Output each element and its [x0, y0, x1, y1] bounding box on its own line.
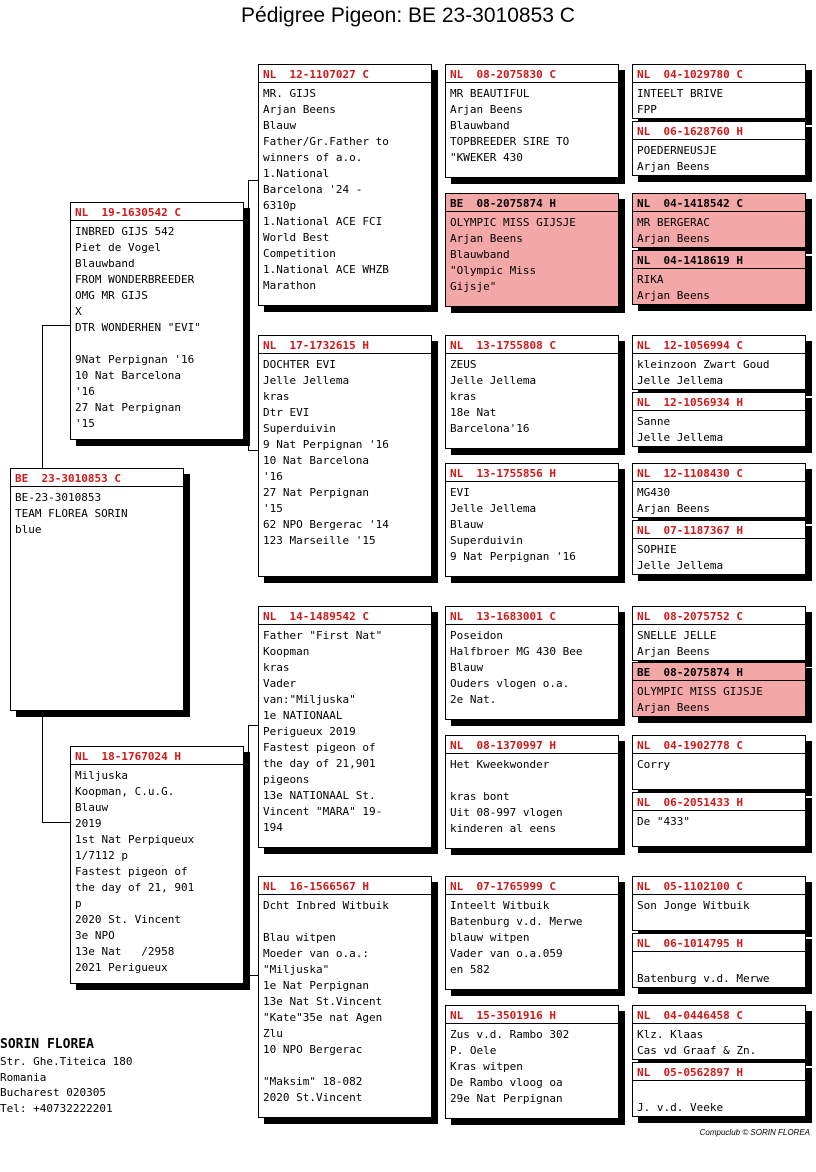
ring-number: NL 16-1566567 H [263, 880, 369, 893]
pigeon-details: kleinzoon Zwart Goud Jelle Jellema [637, 358, 770, 387]
pigeon-details: SNELLE JELLE Arjan Beens [637, 629, 717, 658]
connector-line [42, 822, 72, 823]
connector-line [248, 725, 258, 726]
pigeon-details: Dcht Inbred Witbuik Blau witpen Moeder van o.a.: "Miljuska" 1e Nat Perpignan 13e Nat St.Vincent "Kate"35e nat Agen Zlu 10 NPO Bergerac "Maksim" 18-082 2020 St.Vincent [263, 899, 389, 1104]
pigeon-details: BE-23-3010853 TEAM FLOREA SORIN blue [15, 491, 128, 536]
pigeon-details: INTEELT BRIVE FPP [637, 87, 724, 116]
great-grandparent-card [445, 335, 619, 449]
pigeon-details: EVI Jelle Jellema Blauw Superduivin 9 Nat Perpignan '16 [450, 486, 576, 563]
ancestor-card [632, 933, 806, 988]
ring-number: NL 13-1683001 C [450, 610, 556, 623]
great-grandparent-card [445, 876, 619, 990]
ring-number: NL 08-1370997 H [450, 739, 556, 752]
pigeon-details: INBRED GIJS 542 Piet de Vogel Blauwband FROM WONDERBREEDER OMG MR GIJS X DTR WONDERHEN "EVI" 9Nat Perpignan '16 10 Nat Barcelona '16 27 Nat Perpignan '15 [75, 225, 201, 430]
ancestor-card [632, 735, 806, 790]
ring-number: NL 15-3501916 H [450, 1009, 556, 1022]
pigeon-details: Sanne Jelle Jellema [637, 415, 724, 444]
pigeon-details: Father "First Nat" Koopman kras Vader van:"Miljuska" 1e NATIONAAL Perigueux 2019 Fastest pigeon of the day of 21,901 pigeons 13e NATIONAAL St. Vincent "MARA" 19- 194 [263, 629, 383, 834]
connector-line [624, 765, 625, 822]
ring-number: BE 08-2075874 H [637, 666, 743, 679]
ring-number: BE 08-2075874 H [450, 197, 556, 210]
owner-street: Str. Ghe.Titeica 180 [0, 1055, 133, 1068]
grandparent-card [258, 606, 432, 848]
pigeon-details: Son Jonge Witbuik [637, 899, 750, 912]
great-grandparent-card-highlighted [445, 193, 619, 307]
ring-number: NL 13-1755808 C [450, 339, 556, 352]
pigeon-details: OLYMPIC MISS GIJSJE Arjan Beens [637, 685, 763, 714]
great-grandparent-card [445, 463, 619, 577]
connector-line [248, 975, 258, 976]
ring-number: NL 08-2075830 C [450, 68, 556, 81]
connector-line [436, 662, 437, 785]
great-grandparent-card [445, 1005, 619, 1119]
owner-phone: Tel: +40732222201 [0, 1101, 113, 1115]
connector-line [42, 712, 43, 822]
connector-line [624, 493, 625, 550]
ring-number: NL 14-1489542 C [263, 610, 369, 623]
pigeon-details: DOCHTER EVI Jelle Jellema kras Dtr EVI Superduivin 9 Nat Perpignan '16 10 Nat Barcelona '16 27 Nat Perpignan '15 62 NPO Bergerac '14 123 Marseille '15 [263, 358, 389, 547]
father-card [70, 202, 244, 440]
great-grandparent-card [445, 735, 619, 849]
great-grandparent-card [445, 64, 619, 178]
pigeon-details: SOPHIE Jelle Jellema [637, 543, 724, 572]
connector-line [248, 450, 258, 451]
pigeon-details: RIKA Arjan Beens [637, 273, 710, 302]
grandparent-card [258, 876, 432, 1118]
pigeon-details: J. v.d. Veeke [637, 1101, 724, 1114]
ring-number: NL 06-1628760 H [637, 125, 743, 138]
ring-number: NL 04-1418542 C [637, 197, 743, 210]
ring-number: NL 13-1755856 H [450, 467, 556, 480]
connector-line [42, 325, 72, 326]
connector-line [248, 180, 258, 181]
pigeon-details: Zus v.d. Rambo 302 P. Oele Kras witpen De Rambo vloog oa 29e Nat Perpignan [450, 1028, 570, 1105]
ring-number: NL 04-0446458 C [637, 1009, 743, 1022]
grandparent-card [258, 64, 432, 306]
pigeon-details: Inteelt Witbuik Batenburg v.d. Merwe blauw witpen Vader van o.a.059 en 582 [450, 899, 583, 976]
connector-line [624, 96, 625, 151]
ring-number: NL 12-1107027 C [263, 68, 369, 81]
ring-number: NL 12-1056994 C [637, 339, 743, 352]
connector-line [436, 394, 437, 519]
pigeon-details: Poseidon Halfbroer MG 430 Bee Blauw Ouders vlogen o.a. 2e Nat. [450, 629, 583, 706]
pigeon-details: POEDERNEUSJE Arjan Beens [637, 144, 717, 173]
great-grandparent-card [445, 606, 619, 720]
pigeon-details: MG430 Arjan Beens [637, 486, 710, 515]
connector-line [624, 1035, 625, 1092]
ancestor-card [632, 64, 806, 119]
ancestor-card [632, 335, 806, 390]
pigeon-details: MR. GIJS Arjan Beens Blauw Father/Gr.Father to winners of a.o. 1.National Barcelona '24 - 6310p 1.National ACE FCI World Best Competition 1.National ACE WHZB Marathon [263, 87, 389, 292]
connector-line [248, 725, 249, 975]
ring-number: NL 06-1014795 H [637, 937, 743, 950]
pigeon-details: Batenburg v.d. Merwe [637, 972, 770, 985]
page-title: Pédigree Pigeon: BE 23-3010853 C [241, 4, 575, 27]
pigeon-details: Het Kweekwonder kras bont Uit 08-997 vlogen kinderen al eens [450, 758, 563, 835]
ancestor-card [632, 121, 806, 176]
ring-number: NL 06-2051433 H [637, 796, 743, 809]
mother-card [70, 746, 244, 984]
ring-number: NL 05-1102100 C [637, 880, 743, 893]
connector-line [436, 930, 437, 1055]
pigeon-details: Klz. Klaas Cas vd Graaf & Zn. [637, 1028, 757, 1057]
ring-number: BE 23-3010853 C [15, 472, 121, 485]
pigeon-details: Miljuska Koopman, C.u.G. Blauw 2019 1st Nat Perpiqueux 1/7112 p Fastest pigeon of the day of 21, 901 p 2020 St. Vincent 3e NPO 13e Nat /2958 2021 Perigueux [75, 769, 195, 974]
ancestor-card [632, 606, 806, 661]
ancestor-card [632, 463, 806, 518]
ring-number: NL 17-1732615 H [263, 339, 369, 352]
ancestor-card-highlighted [632, 193, 806, 248]
ring-number: NL 04-1418619 H [637, 254, 743, 267]
connector-line [624, 636, 625, 692]
pigeon-details: Corry [637, 758, 671, 771]
ring-number: NL 05-0562897 H [637, 1066, 743, 1079]
ancestor-card [632, 520, 806, 575]
grandparent-card [258, 335, 432, 577]
connector-line [248, 180, 249, 450]
owner-address [0, 1036, 132, 1116]
ring-number: NL 08-2075752 C [637, 610, 743, 623]
connector-line [624, 906, 625, 962]
ring-number: NL 07-1187367 H [637, 524, 743, 537]
connector-line [42, 325, 43, 469]
owner-country: Romania [0, 1070, 47, 1084]
ring-number: NL 04-1902778 C [637, 739, 743, 752]
ring-number: NL 12-1056934 H [637, 396, 743, 409]
copyright-footer: Compuclub © SORIN FLOREA [699, 1128, 810, 1137]
ancestor-card [632, 392, 806, 447]
ring-number: NL 18-1767024 H [75, 750, 181, 763]
ancestor-card [632, 792, 806, 847]
connector-line [436, 126, 437, 249]
subject-card [10, 468, 184, 711]
ring-number: NL 07-1765999 C [450, 880, 556, 893]
pigeon-details: ZEUS Jelle Jellema kras 18e Nat Barcelona'16 [450, 358, 537, 435]
ancestor-card-highlighted [632, 250, 806, 305]
ring-number: NL 19-1630542 C [75, 206, 181, 219]
pigeon-details: De "433" [637, 815, 690, 828]
ancestor-card [632, 876, 806, 931]
pigeon-details: OLYMPIC MISS GIJSJE Arjan Beens Blauwband "Olympic Miss Gijsje" [450, 216, 576, 293]
ancestor-card [632, 1005, 806, 1060]
ring-number: NL 04-1029780 C [637, 68, 743, 81]
pigeon-details: MR BEAUTIFUL Arjan Beens Blauwband TOPBREEDER SIRE TO "KWEKER 430 [450, 87, 570, 164]
pigeon-details: MR BERGERAC Arjan Beens [637, 216, 710, 245]
ancestor-card-highlighted [632, 662, 806, 717]
ancestor-card [632, 1062, 806, 1117]
ring-number: NL 12-1108430 C [637, 467, 743, 480]
owner-name: SORIN FLOREA [0, 1037, 94, 1052]
connector-line [624, 224, 625, 281]
owner-city: Bucharest 020305 [0, 1086, 106, 1099]
connector-line [624, 364, 625, 421]
